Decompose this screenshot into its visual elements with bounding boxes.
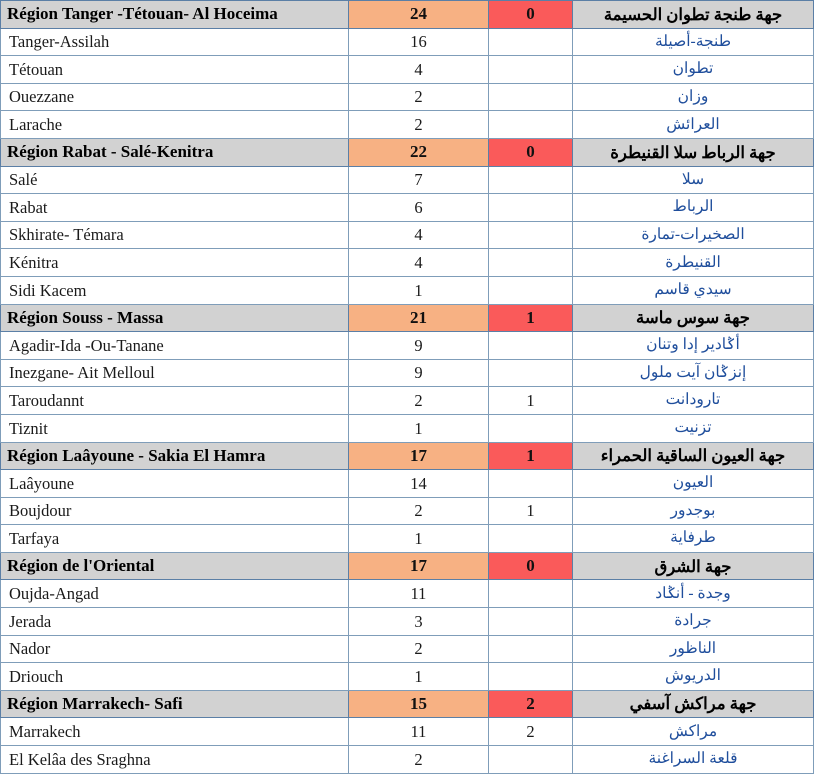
province-row <box>1 194 814 222</box>
cell-name: Larache <box>1 111 349 139</box>
cell-name-arabic: بوجدور <box>573 497 814 525</box>
region-row <box>1 304 814 332</box>
cell-cases: 2 <box>349 635 489 663</box>
cell-deaths <box>489 470 573 498</box>
cell-deaths <box>489 166 573 194</box>
cell-cases: 1 <box>349 414 489 442</box>
province-row <box>1 221 814 249</box>
cell-name: Boujdour <box>1 497 349 525</box>
cell-cases: 3 <box>349 608 489 636</box>
cell-name-arabic: سيدي قاسم <box>573 276 814 304</box>
cell-deaths <box>489 359 573 387</box>
cell-name: Région Laâyoune - Sakia El Hamra <box>1 442 349 470</box>
cell-cases: 6 <box>349 194 489 222</box>
cell-cases: 4 <box>349 221 489 249</box>
cell-deaths <box>489 580 573 608</box>
province-row <box>1 166 814 194</box>
cell-name-arabic: وزان <box>573 83 814 111</box>
cell-deaths: 2 <box>489 690 573 718</box>
cell-name-arabic: مراكش <box>573 718 814 746</box>
cell-cases: 7 <box>349 166 489 194</box>
cell-name: Oujda-Angad <box>1 580 349 608</box>
cell-cases: 17 <box>349 442 489 470</box>
cell-name: Région Rabat - Salé-Kenitra <box>1 138 349 166</box>
cell-cases: 9 <box>349 359 489 387</box>
cell-name: Région Souss - Massa <box>1 304 349 332</box>
cell-name: Laâyoune <box>1 470 349 498</box>
province-row <box>1 276 814 304</box>
cell-name: Tanger-Assilah <box>1 28 349 56</box>
cell-name-arabic: سلا <box>573 166 814 194</box>
cell-name-arabic: جهة سوس ماسة <box>573 304 814 332</box>
cell-deaths <box>489 28 573 56</box>
cell-cases: 2 <box>349 387 489 415</box>
cell-deaths <box>489 83 573 111</box>
cell-name-arabic: جهة مراكش آسفي <box>573 690 814 718</box>
cell-name-arabic: جرادة <box>573 608 814 636</box>
cell-name-arabic: تزنيت <box>573 414 814 442</box>
cell-deaths <box>489 56 573 84</box>
cell-cases: 16 <box>349 28 489 56</box>
province-row <box>1 497 814 525</box>
cell-cases: 11 <box>349 718 489 746</box>
cell-cases: 4 <box>349 249 489 277</box>
cell-cases: 15 <box>349 690 489 718</box>
cell-deaths <box>489 663 573 691</box>
cell-cases: 17 <box>349 552 489 580</box>
province-row <box>1 635 814 663</box>
province-row <box>1 525 814 553</box>
cell-name-arabic: إنزݣان آيت ملول <box>573 359 814 387</box>
cell-cases: 2 <box>349 83 489 111</box>
cell-deaths <box>489 332 573 360</box>
cell-cases: 24 <box>349 1 489 29</box>
cell-name: Marrakech <box>1 718 349 746</box>
province-row <box>1 359 814 387</box>
cell-deaths <box>489 414 573 442</box>
region-row <box>1 552 814 580</box>
province-row <box>1 332 814 360</box>
cell-name: Région Tanger -Tétouan- Al Hoceima <box>1 1 349 29</box>
cell-cases: 2 <box>349 746 489 774</box>
cell-deaths <box>489 249 573 277</box>
province-row <box>1 56 814 84</box>
province-row <box>1 387 814 415</box>
cell-deaths <box>489 635 573 663</box>
cell-name-arabic: الرباط <box>573 194 814 222</box>
cell-name: Tarfaya <box>1 525 349 553</box>
cell-name-arabic: جهة الشرق <box>573 552 814 580</box>
province-row <box>1 608 814 636</box>
cell-cases: 2 <box>349 111 489 139</box>
cell-name: Inezgane- Ait Melloul <box>1 359 349 387</box>
cell-deaths <box>489 221 573 249</box>
cell-name: Ouezzane <box>1 83 349 111</box>
cell-deaths: 1 <box>489 387 573 415</box>
cell-name-arabic: قلعة السراغنة <box>573 746 814 774</box>
province-row <box>1 111 814 139</box>
cell-name-arabic: أݣادير إدا وتنان <box>573 332 814 360</box>
cell-cases: 1 <box>349 525 489 553</box>
cell-deaths: 0 <box>489 552 573 580</box>
province-row <box>1 580 814 608</box>
cell-name: Tiznit <box>1 414 349 442</box>
cell-name: El Kelâa des Sraghna <box>1 746 349 774</box>
cell-name-arabic: الناظور <box>573 635 814 663</box>
table-body <box>1 1 814 774</box>
cell-deaths: 0 <box>489 138 573 166</box>
region-row <box>1 690 814 718</box>
cell-deaths <box>489 276 573 304</box>
province-row <box>1 414 814 442</box>
cell-name-arabic: العيون <box>573 470 814 498</box>
cell-cases: 4 <box>349 56 489 84</box>
cell-deaths <box>489 111 573 139</box>
cell-name-arabic: جهة طنجة تطوان الحسيمة <box>573 1 814 29</box>
cell-name: Skhirate- Témara <box>1 221 349 249</box>
cell-name-arabic: القنيطرة <box>573 249 814 277</box>
cell-name-arabic: وجدة - أنݣاد <box>573 580 814 608</box>
cell-name: Région Marrakech- Safi <box>1 690 349 718</box>
cell-deaths <box>489 746 573 774</box>
province-row <box>1 249 814 277</box>
cell-deaths: 0 <box>489 1 573 29</box>
cell-name-arabic: تطوان <box>573 56 814 84</box>
cell-name-arabic: تارودانت <box>573 387 814 415</box>
cell-cases: 14 <box>349 470 489 498</box>
cell-name: Rabat <box>1 194 349 222</box>
cell-name-arabic: الدريوش <box>573 663 814 691</box>
cell-name-arabic: الصخيرات-تمارة <box>573 221 814 249</box>
cell-deaths: 1 <box>489 497 573 525</box>
province-row <box>1 28 814 56</box>
cell-name: Salé <box>1 166 349 194</box>
cell-deaths: 2 <box>489 718 573 746</box>
cell-name-arabic: جهة العيون الساقية الحمراء <box>573 442 814 470</box>
cell-name: Tétouan <box>1 56 349 84</box>
region-row <box>1 442 814 470</box>
province-row <box>1 663 814 691</box>
cell-name: Sidi Kacem <box>1 276 349 304</box>
cell-name: Taroudannt <box>1 387 349 415</box>
cell-name-arabic: طنجة-أصيلة <box>573 28 814 56</box>
province-row <box>1 746 814 774</box>
cell-deaths <box>489 194 573 222</box>
cell-name: Nador <box>1 635 349 663</box>
cell-cases: 22 <box>349 138 489 166</box>
cell-name-arabic: طرفاية <box>573 525 814 553</box>
cell-deaths: 1 <box>489 304 573 332</box>
cell-cases: 1 <box>349 663 489 691</box>
cell-name-arabic: العرائش <box>573 111 814 139</box>
region-row <box>1 138 814 166</box>
cell-name: Kénitra <box>1 249 349 277</box>
cell-name: Agadir-Ida -Ou-Tanane <box>1 332 349 360</box>
province-row <box>1 470 814 498</box>
cell-name: Jerada <box>1 608 349 636</box>
cell-name: Région de l'Oriental <box>1 552 349 580</box>
cell-deaths <box>489 608 573 636</box>
cell-name: Driouch <box>1 663 349 691</box>
cell-cases: 9 <box>349 332 489 360</box>
province-row <box>1 718 814 746</box>
cell-cases: 1 <box>349 276 489 304</box>
cell-cases: 11 <box>349 580 489 608</box>
cell-deaths <box>489 525 573 553</box>
region-row <box>1 1 814 29</box>
cell-cases: 2 <box>349 497 489 525</box>
cell-name-arabic: جهة الرباط سلا القنيطرة <box>573 138 814 166</box>
cell-cases: 21 <box>349 304 489 332</box>
cell-deaths: 1 <box>489 442 573 470</box>
province-row <box>1 83 814 111</box>
